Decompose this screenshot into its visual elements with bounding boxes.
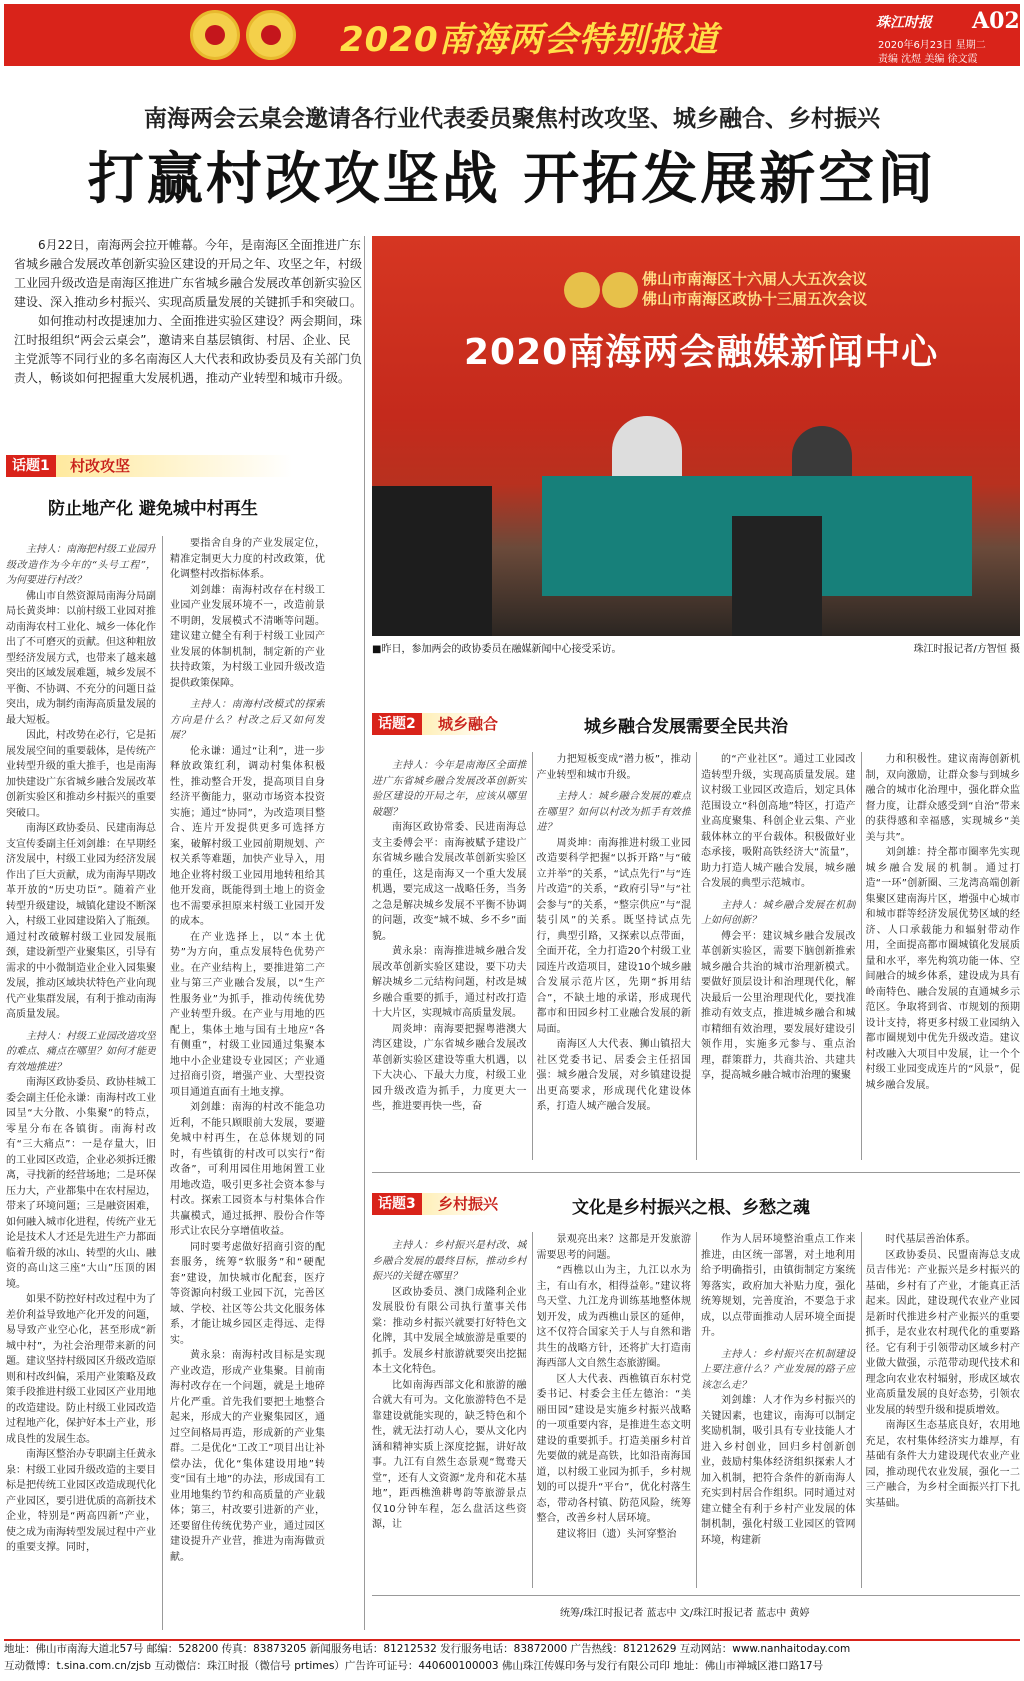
topic-1-column-2 <box>170 536 325 1632</box>
national-emblem-icon <box>190 10 240 60</box>
body-paragraph: 力把短板变成“潜力板”，推动产业转型和城市升级。 <box>536 754 691 781</box>
cppcc-emblem-icon <box>246 10 296 60</box>
host-question: 主持人：南海把村级工业园升级改造作为今年的“头号工程”，为何要进行村改？ <box>6 544 156 586</box>
issue-date: 2020年6月23日 星期二 <box>878 40 986 51</box>
body-paragraph: 如果不防控好村改过程中为了差价利益导致地产化开发的问题，易导致产业空心化，甚至形成“新城中村”，为社会治理带来新的问题。建议坚持村级园区升级改造原则和村改纠偏，采用产业策略及政策手段推进村级工业园区产业用地的改造建设。防止村级工业园改造过程地产化，保护好本土产业，形成良性的发展生态。 <box>6 1294 156 1445</box>
lead-paragraph <box>14 236 362 388</box>
conference-photo <box>372 236 1020 636</box>
text-column <box>372 1232 527 1588</box>
column-divider <box>532 752 533 1160</box>
photo-screen-text-2: 佛山市南海区政协十三届五次会议 <box>642 290 868 308</box>
photo-credit: 珠江时报记者/方智恒 摄 <box>913 644 1020 655</box>
body-paragraph: 同时要考虑做好招商引资的配套服务，统筹“软服务”和“硬配套”建设，加快城市化配套，医疗等资源向村级工业园下沉，完善区域、学校、社区等公共文化服务体系，才能让城乡园区走得远、走得实。 <box>170 1241 325 1346</box>
body-paragraph: 伦永谦：通过“让利”，进一步释放政策红利，调动村集体积极性，推动整合开发，提高项目自身经济平衡能力，驱动市场资本投资实施；通过“协同”，为改造项目整合、连片开发提供更多可选择方案，破解村级工业园前期规划、产权关系等难题，加快产业导入，用地企业将村级工业园用地转租给其他开发商，既能得到土地上的资金也不需要承担原来村级工业园开发的成本。 <box>170 745 325 927</box>
body-paragraph: 比如南海西部文化和旅游的融合就大有可为。文化旅游特色不是靠建设就能实现的，缺乏特色和个性，就无法打动人心，要从文化内涵和精神实质上深度挖掘，讲好故事。九江有自然生态景观“鸳鸯天堂”，还有人文资源“龙舟和花木基地”，距西樵渔耕粤韵等旅游景点仅10分钟车程，怎么盘活这些资源，让 <box>372 1379 527 1530</box>
main-headline: 打赢村改攻坚战 开拓发展新空间 <box>87 147 937 212</box>
body-paragraph: 刘剑雄：南海村改存在村级工业园产业发展环境不一，改造前景不明朗，发展模式不清晰等问题。建议建立健全有利于村级工业园产业发展的体制机制，制定新的产业扶持政策，为村级工业园升级改造提供政策保障。 <box>170 584 325 689</box>
body-paragraph: 刘剑雄：持全都市圈率先实现城乡融合发展的机制。通过打造“一环”创新圈、三龙湾高端创新集聚区建南海片区，增强中心城市和城市群等经济发展优势区域的经济、人口承载能力和辐射带动作用，全面提高都市圈城镇化发展质量和水平，率先构筑功能一体、空间融合的城乡体系，建设成为具有岭南特色、融合发展的直通城乡示范区。争取将到省、市规划的预期设计支持，将更多村级工业园纳入都市圈规划中优先升级改造。建议村改融入大项目中发展，让一个个村级工业园变成连片的“风景”，促城乡融合发展。 <box>865 847 1020 1091</box>
body-paragraph: 区政协委员、澳门成隆利企业发展股份有限公司执行董事关伟棠：推动乡村振兴就要打好特色文化牌，其中发展全域旅游是重要的抓手。发展乡村旅游就要突出挖掘本土文化特色。 <box>372 1286 527 1375</box>
photo-caption: ■昨日，参加两会的政协委员在融媒新闻中心接受采访。 <box>372 644 622 655</box>
host-question: 主持人：村级工业园改造攻坚的难点、痛点在哪里？如何才能更有效地推进？ <box>6 1030 156 1073</box>
body-paragraph: 周炎坤：南海要把握粤港澳大湾区建设，广东省城乡融合发展改革创新实验区建设等重大机遇，以下大决心、下最大力度，村级工业园升级改造为抓手，力度更大一些，推进要再快一些，奋 <box>372 1023 527 1112</box>
photo-screen-text-1: 佛山市南海区十六届人大五次会议 <box>642 270 868 288</box>
column-divider <box>861 1232 862 1588</box>
section-divider <box>372 1172 1020 1173</box>
banner-title: 2020南海两会特别报道 <box>340 20 719 60</box>
photo-emblem-icon <box>564 272 600 308</box>
photo-emblem-icon <box>602 272 638 308</box>
editors-line: 责编 沈煜 美编 徐文霞 <box>878 54 978 65</box>
body-paragraph: 黄永泉：南海推进城乡融合发展改革创新实验区建设，要下功夫解决城乡二元结构问题，村改是城乡融合重要的抓手，通过村改打造十大片区，实现城市高质量发展。 <box>372 946 527 1019</box>
body-paragraph: 南海区整治办专职副主任黄永泉：村级工业园升级改造的主要目标是把传统工业园区改造成现代化产业园区，要引进优质的高新技术企业，特别是“两高四新”产业，使之成为南海转型发展过程中产业的重要支撑。同时， <box>6 1449 156 1553</box>
photo-camera <box>732 516 822 636</box>
column-divider <box>162 536 163 1630</box>
body-paragraph: 黄永泉：南海村改目标是实现产业改造，形成产业集聚。目前南海村改存在一个问题，就是土地碎片化严重。首先我们要把土地整合起来，形成大的产业聚集园区，通过空间格局再造，形成新的产业集群。二是优化“工改工”项目出让补偿办法，优化“集体建设用地”转变“国有土地”的办法，形成国有工业用地集约节约和高质量的产业载体；第三，村改要引进新的产业，还要留住传统优势产业，通过园区建设提升产业营，推进为南海做贡献。 <box>170 1350 325 1563</box>
host-question: 主持人：乡村振兴在机制建设上要注意什么？产业发展的路子应该怎么走？ <box>701 1348 856 1391</box>
text-column <box>866 1232 1021 1588</box>
topic-3-tag: 话题3 <box>372 1193 422 1215</box>
body-paragraph: 南海区人大代表、狮山镇招大社区党委书记、居委会主任招国强：城乡融合发展，对乡镇建设提出更高要求，形成现代化建设体系，打造人城产融合发展。 <box>536 1039 691 1112</box>
text-column <box>866 752 1021 1160</box>
topic-2-tag: 话题2 <box>372 713 422 735</box>
body-paragraph: 区政协委员、民盟南海总支成员吉伟光：产业振兴是乡村振兴的基础，乡村有了产业，才能真正活起来。因此，建设现代农业产业园是新时代推进乡村产业振兴的重要抓手，是农业农村现代化的重要路径。它有利于引领带动区域乡村产业做大做强，示范带动现代技术和理念向农业农村辐射，形成区域农业高质量发展的良好态势，引领农业发展的转型升级和提质增效。 <box>865 1249 1020 1416</box>
body-paragraph: 建议将旧（遗）头河穿整治 <box>556 1528 677 1540</box>
column-divider <box>861 752 862 1160</box>
masthead-banner <box>4 4 1020 66</box>
body-paragraph: 刘剑雄：南海的村改不能急功近利，不能只顾眼前大发展，要避免城中村再生，在总体规划的同时，有些镇街的村改可以实行“衔改备”，可利用园住用地闲置工业用地改造，吸引更多社会资本参与村改。探索工园资本与村集体合作共赢模式，通过抵押、股份合作等形式让农民分享增值收益。 <box>170 1102 325 1237</box>
host-question: 主持人：城乡融合发展在机制上如何创新？ <box>701 899 856 926</box>
footer-line-2: 互动微博：t.sina.com.cn/zjsb 互动微信：珠江时报（微信号 prtimes）广告许可证号：440600100003 佛山珠江传媒印务与发行有限公司印 地址：佛山市禅城区港口路17号 <box>4 1660 824 1672</box>
column-divider <box>364 236 365 1630</box>
page-number: A02 <box>972 8 1020 34</box>
text-column <box>701 1232 856 1588</box>
lead-para-2: 如何推动村改提速加力、全面推进实验区建设？两会期间，珠江时报组织“两会云桌会”，邀请来自基层镇街、村居、企业、民主党派等不同行业的多名南海区人大代表和政协委员及有关部门负责人，畅谈如何把握重大发展机遇，推动产业转型和城市升级。 <box>14 314 363 385</box>
topic-1-bar <box>6 455 324 477</box>
body-paragraph: 佛山市自然资源局南海分局副局长黄炎坤：以前村级工业园对推动南海农村工业化、城乡一体化作出了不可磨灭的贡献。但这种粗放型经济发展方式，也带来了越来越突出的区域发展难题，城乡发展不平衡、不协调、不充分的问题日益突出，成为制约南海高质量发展的最大短板。 <box>6 590 156 726</box>
body-paragraph: 南海区政协常委、民进南海总支主委傅会平：南海被赋予建设广东省城乡融合发展改革创新实验区的重任，这是南海又一个重大发展机遇，要完成这一战略任务，当务之急是解决城乡发展不平衡不协调的问题，改变“城不城、乡不乡”面貌。 <box>372 822 527 942</box>
body-paragraph: 南海区政协委员、民建南海总支宣传委副主任刘剑雄：在早期经济发展中，村级工业园为经济发展作出了巨大贡献，成为南海早期改革开放的“历史功臣”。随着产业转型升级建设，城镇化建设不断深入，村级工业园建设陷入了瓶颈。通过村改破解村级工业园发展瓶颈，建设新型产业聚集区，引导有需求的中小微制造业企业入园集聚发展，推动区域块状特色产业向现代产业集群发展，有利于推动南海高质量发展。 <box>6 823 156 1020</box>
column-divider <box>696 1232 697 1588</box>
column-divider <box>532 1232 533 1588</box>
topic-1-tag: 话题1 <box>6 455 56 477</box>
text-column <box>701 752 856 1160</box>
lead-para-1: 6月22日，南海两会拉开帷幕。今年，是南海区全面推进广东省城乡融合发展改革创新实验区建设的开局之年、攻坚之年，村级工业园升级改造是南海区推进广东省城乡融合发展改革创新实验区建设、深入推动乡村振兴、实现高质量发展的关键抓手和突破口。 <box>14 238 363 309</box>
topic-3-subhead: 文化是乡村振兴之根、乡愁之魂 <box>572 1198 810 1218</box>
photo-camera <box>372 486 492 636</box>
topic-2-bar <box>372 713 512 735</box>
host-question: 主持人：南海村改模式的探索方向是什么？村改之后又如何发展？ <box>170 699 325 741</box>
topic-2-subhead: 城乡融合发展需要全民共治 <box>584 717 788 737</box>
text-column <box>537 1232 692 1588</box>
body-paragraph: 刘剑雄：人才作为乡村振兴的关键因素，也建议，南海可以制定奖励机制，吸引具有专业技能人才进入乡村创业，回归乡村创新创业，鼓励村集体经济组织探索人才加入机制，把符合条件的新南海人充实到村居合作组织。同时通过对建立健全有利于乡村产业发展的体制机制，强化村级工业园区的管网环境，构建新 <box>701 1395 856 1546</box>
body-paragraph: 因此，村改势在必行，它是拓展发展空间的重要载体，是传统产业转型升级的重大推手，也是南海加快建设广东省城乡融合发展改革创新实验区和推动乡村振兴的重要突破口。 <box>6 730 156 819</box>
topic-2-name: 城乡融合 <box>438 715 499 733</box>
body-paragraph: 要指舍自身的产业发展定位，精准定制更大力度的村改政策，优化调整村改指标体系。 <box>170 538 325 580</box>
body-paragraph: 南海区政协委员、政协桂城工委会副主任伦永谦：南海村改工业园呈“大分散、小集聚”的特点，零星分布在各镇街。南海村改有“三大痛点”：一是存量大，旧的工业园区改造，企业必须拆迁搬离，寻找新的经营场地；二是环保压力大，产业都集中在农村屋边，带来了环境问题；三是融资困难，如何融入城市化进程，传统产业无论是技术人才还是先进生产力都面临着升级的冰山、转型的火山、融资的高山这三座“大山”压顶的困境。 <box>6 1077 156 1290</box>
body-paragraph: 的“产业社区”。通过工业园改造转型升级，实现高质量发展。建议村级工业园区改造后，划定具体范围设立“科创高地”特区，打造产业高度聚集、科创企业云集、产业载体林立的平台载体。积极做好业态承接，吸附高铁经济大“流量”，助力打造人城产融合发展，城乡融合发展的典型示范城市。 <box>701 754 856 889</box>
topic-3-bar <box>372 1193 512 1215</box>
topic-3-name: 乡村振兴 <box>438 1195 499 1213</box>
footer-line-1: 地址：佛山市南海大道北57号 邮编：528200 传真：83873205 新闻服务电话：81212532 发行服务电话：83872000 广告热线：81212629 互动网站：www.nanhaitoday.com <box>4 1643 851 1655</box>
body-paragraph: 力和积极性。建议南海创新机制，双向激励，让群众参与到城乡融合的城市化治理中，强化群众监督力度，让群众感受到“自治”带来的获得感和幸福感，实现城乡“美美与共”。 <box>865 754 1020 843</box>
topic-1-column-1 <box>6 536 156 1632</box>
topic-1-subhead: 防止地产化 避免城中村再生 <box>48 499 258 519</box>
host-question: 主持人：城乡融合发展的难点在哪里？如何以村改为抓手有效推进？ <box>536 791 691 833</box>
body-paragraph: 周炎坤：南海推进村级工业园改造要科学把握“以拆开路”与“破立并举”的关系，“试点先行”与“连片改造”的关系，“政府引导”与“社会参与”的关系，“整宗供应”与“混装引凤”的关系。既坚持试点先行，典型引路，又探索以点带面，全面开花，全力打造20个村级工业园连片改造项目，建设10个城乡融合发展示范片区，先期“拆用结合”，不缺土地的承诺，形成现代都市和田园乡村工业融合发展的新局面。 <box>536 837 691 1035</box>
column-divider <box>696 752 697 1160</box>
body-paragraph: 时代基层善治体系。 <box>885 1234 976 1245</box>
footer <box>4 1639 1020 1679</box>
paper-name: 珠江时报 <box>876 15 932 31</box>
article-credits: 统筹/珠江时报记者 蓝志中 文/珠江时报记者 蓝志中 黄婷 <box>560 1608 810 1619</box>
body-paragraph: 景观亮出来？这都是开发旅游需要思考的问题。 <box>536 1234 691 1261</box>
body-paragraph: 傅会平：建议城乡融合发展改革创新实验区，需要下脑创新推索城乡融合共治的城市治理新模式。要做好顶层设计和治理现代化，解决最后一公里治理现代化，要找准推动有效支点，推进城乡融合和城市精细有效治理，要发展好建设引领作用，实施多元参与、重点治理，群策群力，共商共治、共建共享，提高城乡融合城市治理的聚聚 <box>701 930 856 1081</box>
text-column <box>372 752 527 1160</box>
kicker-headline: 南海两会云桌会邀请各行业代表委员聚焦村改攻坚、城乡融合、乡村振兴 <box>144 106 880 132</box>
text-column <box>537 752 692 1160</box>
photo-banner-text: 2020南海两会融媒新闻中心 <box>464 332 939 373</box>
section-divider <box>372 1595 1020 1596</box>
body-paragraph: 作为人居环境整治重点工作来推进，由区统一部署，对土地利用给予明确指引，由镇街制定方案统筹落实，政府加大补贴力度，强化统筹规划，完善度治，不要急于求成，以点带面推动人居环境全面提升。 <box>701 1234 856 1338</box>
body-paragraph: 区人大代表、西樵镇百东村党委书记、村委会主任左德治：“美丽田园”建设是实施乡村振兴战略的一项重要内容，是推进生态文明建设的重要抓手。打造美丽乡村首先要做的就是高铁，比如沿南海国道，以村级工业园为抓手，乡村规划的可以提升“平台”，优化村落生态，带动各村镇、防范风险，统筹整合，改善乡村人居环境。 <box>536 1373 691 1524</box>
body-paragraph: 南海区生态基底良好，农用地充足，农村集体经济实力雄厚，有基础有条件大力建设现代农业产业园，推动现代农业发展，强化一二三产融合，为乡村全面振兴打下扎实基础。 <box>865 1420 1020 1509</box>
host-question: 主持人：乡村振兴是村改、城乡融合发展的最终目标，推动乡村振兴的关键在哪里？ <box>372 1240 527 1282</box>
body-paragraph: 在产业选择上，以“本土优势”为方向，重点发展特色优势产业。在产业结构上，要推进第二产业与第三产业融合发展，以“生产性服务业”为抓手，推动传统优势产业转型升级。在产业与用地的匹配上，集体土地与国有土地应“各有侧重”，村级工业园通过集聚本地中小企业建设专业园区；产业通过招商引资，增强产业、大型投资项目通道直面有土地支撑。 <box>170 931 325 1098</box>
body-paragraph: “西樵以山为主，九江以水为主，有山有水，相得益彰。”建议将鸟天堂、九江龙舟训练基地整体规划开发，成为西樵山景区的延伸，这不仅符合国家关于人与自然和谐共生的战略方针，还将扩大打造南海西部人文自然生态旅游圈。 <box>536 1265 691 1369</box>
topic-1-name: 村改攻坚 <box>70 457 131 475</box>
host-question: 主持人：今年是南海区全面推进广东省城乡融合发展改革创新实验区建设的开局之年，应该从哪里破题？ <box>372 760 527 818</box>
